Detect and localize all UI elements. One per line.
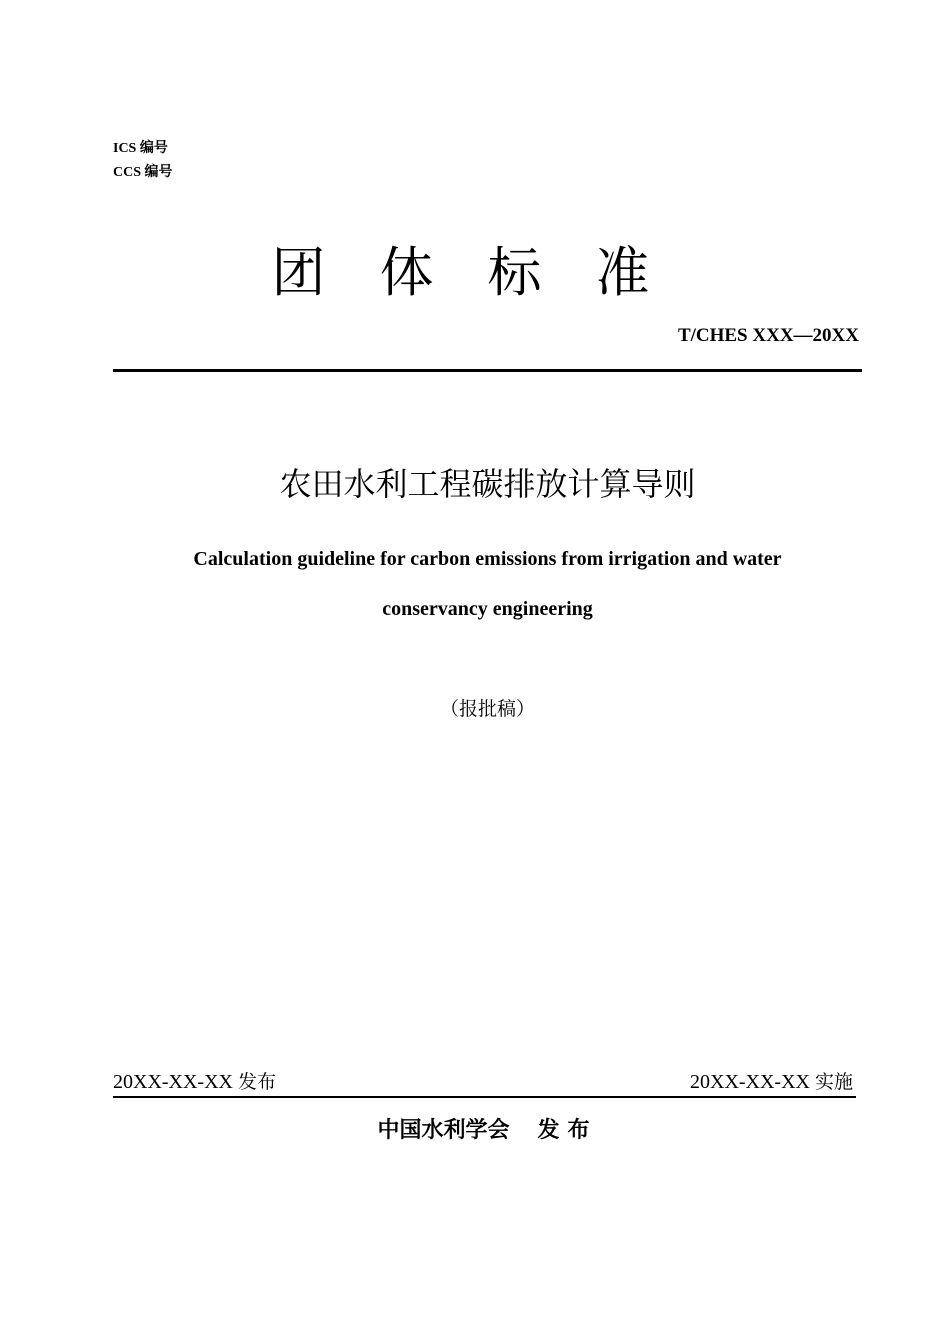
document-title-english-line-1: Calculation guideline for carbon emissions from irrigation and water [193, 548, 782, 570]
implementation-label: 实施 [814, 1071, 853, 1093]
publisher-line [0, 1116, 950, 1146]
header-divider [113, 369, 862, 372]
publisher-name: 中国水利学会 [377, 1118, 510, 1143]
standard-number: T/CHES XXX—20XX [677, 325, 859, 346]
document-title-chinese: 农田水利工程碳排放计算导则 [279, 465, 696, 503]
implementation-date-line [690, 1069, 853, 1095]
footer-divider [113, 1096, 856, 1098]
ccs-number-label: CCS 编号 [113, 165, 173, 180]
ics-number-label: ICS 编号 [113, 141, 168, 156]
implementation-date: 20XX-XX-XX [690, 1071, 810, 1093]
publish-action: 发布 [537, 1118, 598, 1143]
draft-status: （报批稿） [439, 698, 535, 720]
document-title-english-line-2: conservancy engineering [382, 598, 593, 620]
standard-type-heading: 团体标准 [271, 241, 704, 304]
issue-date-line [113, 1069, 276, 1095]
issue-label: 发布 [237, 1071, 276, 1093]
issue-date: 20XX-XX-XX [113, 1071, 233, 1093]
